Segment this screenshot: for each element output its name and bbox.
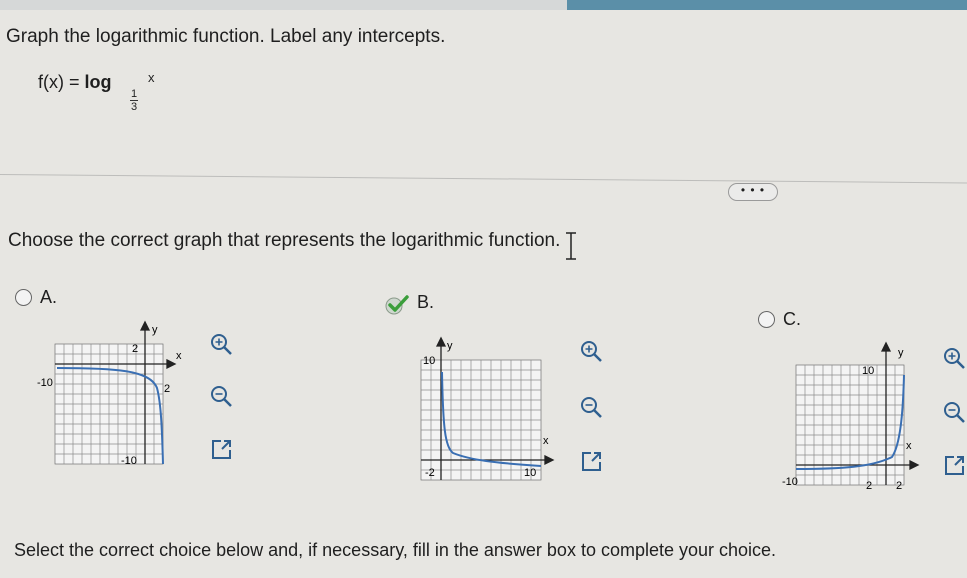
expand-icon[interactable] — [941, 453, 967, 479]
graph-b-x-label: x — [543, 435, 549, 447]
instruction-text: Select the correct choice below and, if necessary, fill in the answer box to complete your choice. — [14, 540, 777, 560]
choice-c-radio[interactable] — [758, 311, 775, 328]
function-expression — [38, 70, 155, 113]
graph-a-y-label: y — [152, 324, 158, 336]
more-button[interactable]: • • • — [728, 183, 778, 201]
graph-b-y-label: y — [447, 340, 453, 352]
graph-b — [415, 332, 575, 492]
log-base-fraction — [130, 88, 138, 113]
graph-c-x-right-a: 2 — [866, 480, 873, 492]
top-bar-accent — [567, 0, 967, 10]
zoom-out-icon[interactable] — [941, 399, 967, 425]
choice-c[interactable] — [758, 309, 801, 330]
graph-a-y-bottom: -10 — [121, 455, 137, 467]
graph-a — [35, 318, 195, 478]
zoom-in-icon[interactable] — [208, 331, 234, 357]
graph-a-x-right: 2 — [164, 383, 171, 395]
problem-prompt: Graph the logarithmic function. Label any intercepts. — [6, 26, 446, 47]
graph-b-y-top: 10 — [423, 355, 436, 367]
graph-b-grid — [421, 360, 541, 480]
base-numerator: 1 — [131, 88, 138, 100]
graph-a-grid — [55, 344, 163, 464]
graph-c-x-label: x — [906, 440, 912, 452]
expand-icon[interactable] — [208, 437, 234, 463]
expand-icon[interactable] — [578, 449, 604, 475]
function-log: log — [84, 72, 112, 92]
zoom-out-icon[interactable] — [578, 394, 604, 420]
top-bar — [0, 0, 967, 10]
zoom-in-icon[interactable] — [941, 345, 967, 371]
base-denominator: 3 — [131, 101, 138, 113]
graph-c — [782, 335, 932, 495]
graph-c-y-label: y — [898, 347, 904, 359]
choice-a-radio[interactable] — [15, 289, 32, 306]
graph-a-x-left: -10 — [37, 377, 53, 389]
graph-b-x-right: 10 — [524, 467, 537, 479]
graph-b-x-left: -2 — [425, 467, 435, 479]
graph-a-y-top: 2 — [132, 343, 139, 355]
function-lhs: f(x) = — [38, 72, 85, 92]
function-argument: x — [148, 70, 155, 85]
choice-a-label: A. — [40, 287, 58, 307]
selected-check-icon — [385, 294, 407, 312]
choice-b-label: B. — [417, 292, 435, 312]
text-cursor-icon — [565, 232, 577, 260]
choice-a[interactable] — [15, 287, 57, 308]
choice-c-label: C. — [783, 309, 801, 329]
zoom-in-icon[interactable] — [578, 338, 604, 364]
graph-c-x-right-b: 2 — [896, 480, 903, 492]
question-text: Choose the correct graph that represents the logarithmic function. — [8, 230, 561, 251]
graph-a-x-label: x — [176, 350, 182, 362]
graph-c-x-left: -10 — [782, 476, 798, 488]
graph-c-y-top: 10 — [862, 365, 875, 377]
choice-b[interactable] — [385, 292, 434, 313]
zoom-out-icon[interactable] — [208, 383, 234, 409]
section-divider — [0, 174, 967, 183]
